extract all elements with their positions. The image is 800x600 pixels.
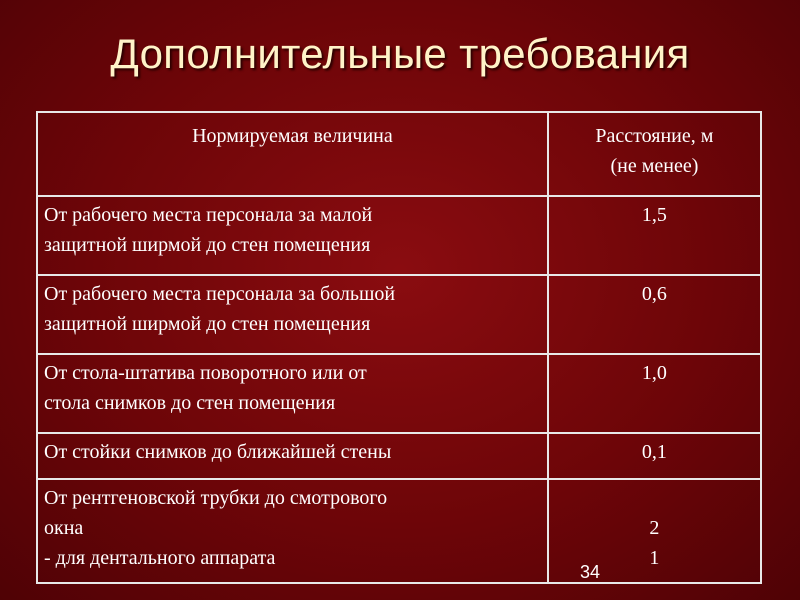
row-name-line: От рабочего места персонала за малой [44,204,373,226]
row-name-cell [37,479,548,583]
row-name-line: защитной ширмой до стен помещения [44,234,371,256]
slide-title: Дополнительные требования [110,30,690,77]
header-value-sublabel: (не менее) [610,155,699,177]
row-value-cell [548,354,761,433]
table-header-row [37,112,761,196]
header-name-label: Нормируемая величина [192,125,393,147]
row-name-cell [37,433,548,479]
row-value-cell [548,196,761,275]
table-row [37,196,761,275]
row-value: 1 [649,547,660,569]
row-name-cell [37,275,548,354]
table-row [37,354,761,433]
table-row [37,433,761,479]
row-value-cell [548,275,761,354]
row-value: 0,1 [641,441,667,463]
row-value: 2 [649,517,660,539]
header-cell-value [548,112,761,196]
row-value-cell [548,433,761,479]
row-name-line: От рентгеновской трубки до смотрового [44,487,388,509]
row-value: 0,6 [641,283,667,305]
row-name-line: - для дентального аппарата [44,547,276,569]
row-name-line: От стола-штатива поворотного или от [44,362,367,384]
header-value-label: Расстояние, м [595,125,714,147]
row-name-cell [37,196,548,275]
row-name-line: От стойки снимков до ближайшей стены [44,441,392,463]
header-cell-name [37,112,548,196]
row-value: 1,0 [641,362,667,384]
row-name-line: защитной ширмой до стен помещения [44,313,371,335]
table-row [37,479,761,583]
page-number: 34 [580,562,601,582]
row-value: 1,5 [641,204,667,226]
row-name-cell [37,354,548,433]
row-name-line: стола снимков до стен помещения [44,392,336,414]
requirements-table [36,111,762,584]
table-row [37,275,761,354]
row-name-line: От рабочего места персонала за большой [44,283,396,305]
row-name-line: окна [44,517,84,539]
